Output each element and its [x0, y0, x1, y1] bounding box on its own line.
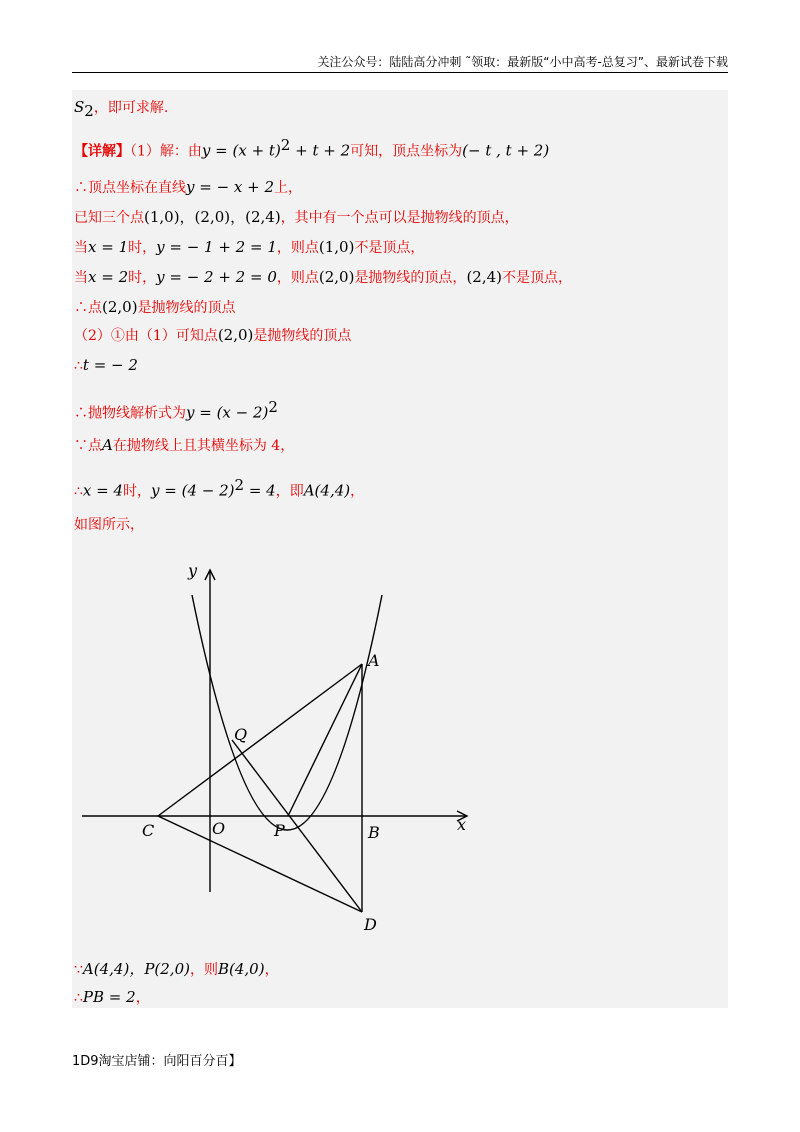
math: (2,4)	[466, 268, 502, 286]
math: y = (x + t)	[201, 141, 281, 160]
text: ，	[135, 990, 150, 1006]
text: 时，	[123, 483, 152, 500]
math-S: S	[74, 98, 85, 116]
text: ∴顶点坐标在直线	[74, 180, 186, 196]
text: 如图所示，	[74, 517, 144, 533]
line-13	[74, 516, 144, 534]
line-3	[74, 178, 302, 197]
math-sup: 2	[234, 476, 245, 494]
text: 时，	[128, 240, 157, 256]
text: 已知三个点	[74, 210, 144, 226]
line-DQ	[232, 740, 362, 912]
line-14	[74, 960, 279, 979]
text: ，	[350, 483, 365, 500]
math-sup: 2	[280, 136, 291, 154]
math: (− t , t + 2)	[462, 141, 550, 160]
math-sub: 2	[84, 101, 94, 120]
line-CD	[158, 816, 362, 912]
math: y = (x − 2)	[186, 403, 269, 422]
math: x = 1	[88, 238, 129, 256]
text: ，即	[275, 483, 304, 500]
text: 上，	[274, 180, 303, 196]
label-O: O	[212, 819, 226, 838]
text: ∴	[74, 358, 83, 374]
text: 不是顶点，	[502, 270, 572, 286]
text: ∵点	[74, 438, 102, 454]
text: ∴抛物线解析式为	[74, 405, 186, 422]
geometry-figure	[82, 560, 502, 940]
parabola	[192, 595, 382, 830]
text: 是抛物线的顶点，	[354, 270, 467, 286]
text: 在抛物线上且其横坐标为 4，	[112, 438, 295, 454]
math: (1,0)	[318, 238, 355, 256]
label-P: P	[274, 821, 285, 840]
text: 当	[74, 240, 88, 256]
line-15	[74, 988, 150, 1007]
label-B: B	[368, 823, 380, 842]
math: = 4	[244, 481, 276, 500]
line-11	[74, 436, 294, 455]
math: A	[102, 436, 113, 454]
text: 可知，顶点坐标为	[350, 143, 463, 160]
text: ，则点	[276, 270, 319, 286]
math: A(4,4)，P(2,0)	[82, 960, 190, 978]
solution-content	[72, 90, 728, 1008]
line-5	[74, 238, 424, 257]
line-9	[74, 356, 138, 375]
header-text: 关注公众号：陆陆高分冲刺 ˜领取：最新版“小中高考-总复习”、最新试卷下载	[317, 55, 728, 69]
line-2	[74, 136, 549, 161]
math: (2,0)	[102, 298, 138, 316]
line-7	[74, 298, 236, 317]
text: ，其中有一个点可以是抛物线的顶点，	[280, 210, 519, 226]
math-sup: 2	[268, 398, 278, 416]
line-10	[74, 398, 278, 423]
math: A(4,4)	[303, 481, 351, 500]
math: (1,0)，(2,0)，(2,4)	[144, 208, 281, 226]
text: ，则	[189, 962, 218, 978]
label-A: A	[368, 651, 380, 670]
math: y = (4 − 2)	[151, 481, 235, 500]
math: (2,0)	[318, 268, 355, 286]
line-12	[74, 476, 364, 501]
math: t = − 2	[82, 356, 138, 374]
label-x: x	[457, 815, 467, 834]
text: 是抛物线的顶点	[253, 328, 352, 344]
text: 当	[74, 270, 88, 286]
math: y = − x + 2	[186, 178, 275, 196]
page-footer	[72, 1050, 242, 1069]
text: 是抛物线的顶点	[137, 300, 236, 316]
text: ∴点	[74, 300, 102, 316]
math: + t + 2	[290, 141, 351, 160]
text: （1）解：由	[130, 143, 202, 160]
math: x = 4	[82, 481, 124, 500]
math: y = − 1 + 2 = 1	[156, 238, 277, 256]
text: ，则点	[276, 240, 319, 256]
math: x = 2	[88, 268, 129, 286]
line-4	[74, 208, 519, 227]
label-D: D	[364, 915, 377, 934]
line-1	[74, 98, 168, 120]
text: ，即可求解.	[93, 100, 169, 116]
footer-text: 1D9淘宝店铺：向阳百分百】	[72, 1054, 242, 1069]
math: PB = 2	[82, 988, 136, 1006]
text: ，	[264, 962, 279, 978]
math: B(4,0)	[217, 960, 265, 978]
label-C: C	[142, 821, 155, 840]
label-Q: Q	[234, 725, 248, 744]
line-CA	[158, 664, 362, 816]
text: ∵	[74, 962, 83, 978]
text: （2）①由（1）可知点	[74, 328, 218, 344]
text: 不是顶点，	[354, 240, 425, 256]
text: ∴	[74, 990, 83, 1006]
line-8	[74, 326, 351, 345]
text: 时，	[128, 270, 157, 286]
math: (2,0)	[217, 326, 254, 344]
label-y: y	[188, 561, 198, 580]
line-6	[74, 268, 572, 287]
page-header	[72, 54, 728, 73]
math: y = − 2 + 2 = 0	[156, 268, 277, 286]
text: ∴	[74, 483, 83, 500]
detail-tag: 【详解】	[74, 143, 130, 160]
